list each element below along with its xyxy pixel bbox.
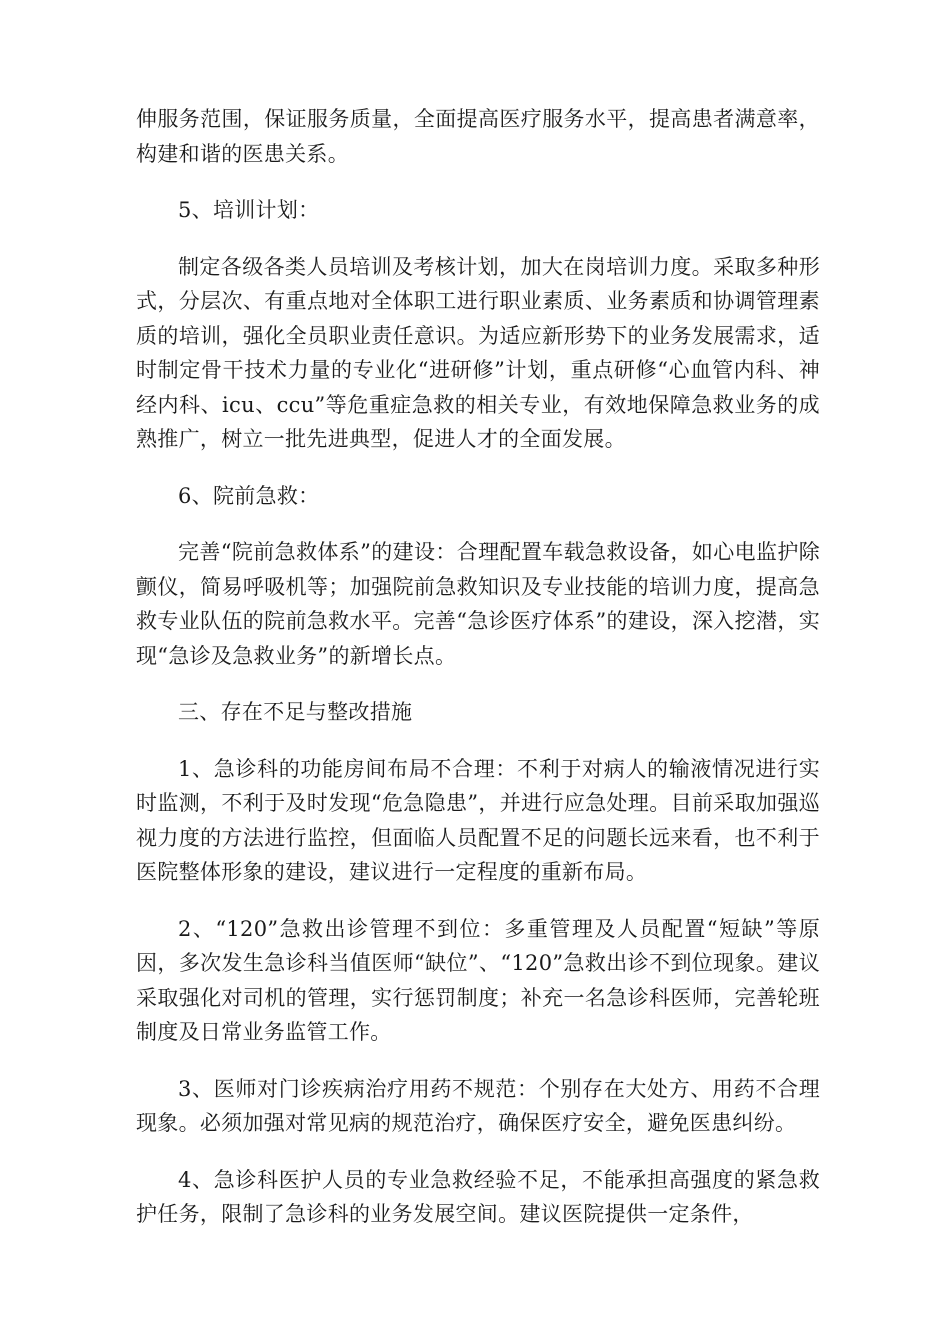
paragraph-training-plan: 制定各级各类人员培训及考核计划，加大在岗培训力度。采取多种形式，分层次、有重点地对全体职工进行职业素质、业务素质和协调管理素质的培训，强化全员职业责任意识。为适应新形势下的业务发展需求，适时制定骨干技术力量的专业化“进研修”计划，重点研修“心血管内科、神经内科、icu、ccu”等危重症急救的相关专业，有效地保障急救业务的成熟推广，树立一批先进典型，促进人才的全面发展。 bbox=[136, 254, 820, 451]
heading-training-plan: 5、培训计划： bbox=[178, 198, 320, 222]
paragraph-issue-2: 2、“120”急救出诊管理不到位：多重管理及人员配置“短缺”等原因，多次发生急诊科当值医师“缺位”、“120”急救出诊不到位现象。建议采取强化对司机的管理，实行惩罚制度；补充一名急诊科医师，完善轮班制度及日常业务监管工作。 bbox=[136, 916, 820, 1044]
section-heading-shortcomings: 三、存在不足与整改措施 bbox=[178, 700, 413, 724]
paragraph-issue-1: 1、急诊科的功能房间布局不合理：不利于对病人的输液情况进行实时监测，不利于及时发现“危急隐患”，并进行应急处理。目前采取加强巡视力度的方法进行监控，但面临人员配置不足的问题长远来看，也不利于医院整体形象的建设，建议进行一定程度的重新布局。 bbox=[136, 756, 820, 884]
paragraph-continuation: 伸服务范围，保证服务质量，全面提高医疗服务水平，提高患者满意率，构建和谐的医患关系。 bbox=[136, 107, 820, 166]
paragraph-issue-3: 3、医师对门诊疾病治疗用药不规范：个别存在大处方、用药不合理现象。必须加强对常见病的规范治疗，确保医疗安全，避免医患纠纷。 bbox=[136, 1076, 820, 1135]
paragraph-prehospital-care: 完善“院前急救体系”的建设：合理配置车载急救设备，如心电监护除颤仪，简易呼吸机等；加强院前急救知识及专业技能的培训力度，提高急救专业队伍的院前急救水平。完善“急诊医疗体系”的建设，深入挖潜，实现“急诊及急救业务”的新增长点。 bbox=[136, 540, 820, 668]
heading-prehospital-care: 6、院前急救： bbox=[178, 483, 320, 508]
paragraph-issue-4: 4、急诊科医护人员的专业急救经验不足，不能承担高强度的紧急救护任务，限制了急诊科的业务发展空间。建议医院提供一定条件， bbox=[136, 1167, 820, 1226]
